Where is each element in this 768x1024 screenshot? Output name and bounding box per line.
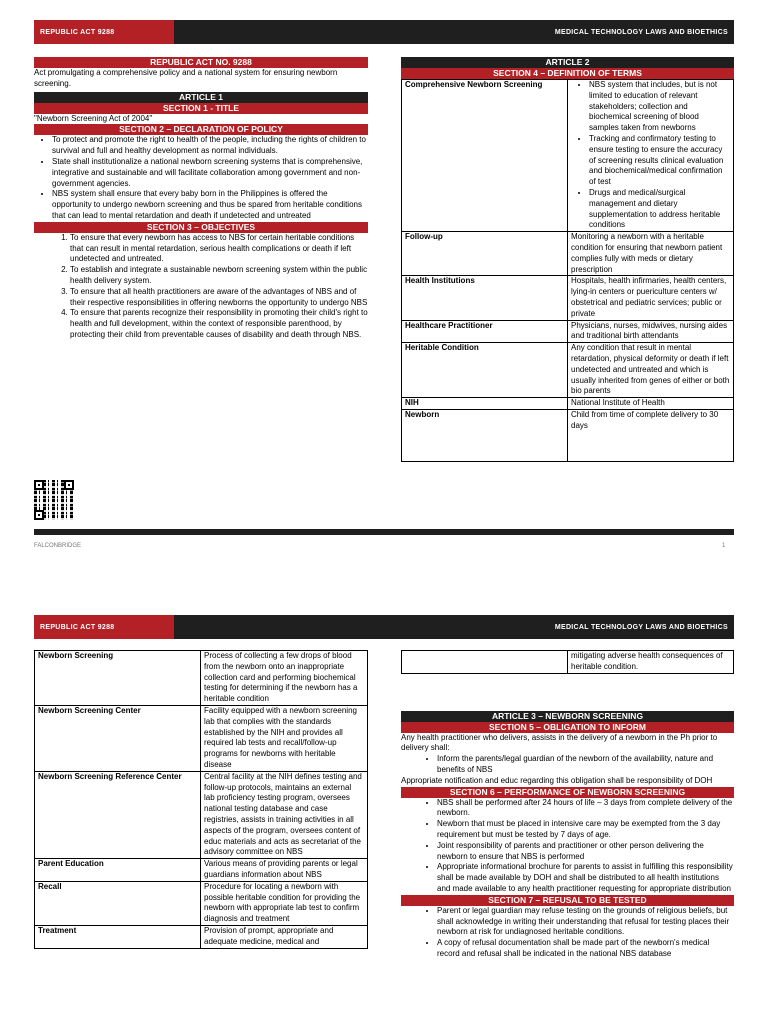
term-cell: Heritable Condition bbox=[402, 343, 568, 398]
table-row bbox=[402, 409, 734, 461]
table-row bbox=[35, 925, 368, 948]
qr-code bbox=[34, 480, 74, 520]
header-left-label: REPUBLIC ACT 9288 bbox=[34, 20, 174, 44]
section6-heading: SECTION 6 – PERFORMANCE OF NEWBORN SCREENING bbox=[401, 787, 734, 798]
act-description: Act promulgating a comprehensive policy and a national system for ensuring newborn screening. bbox=[34, 68, 338, 88]
header-left-label: REPUBLIC ACT 9288 bbox=[34, 615, 174, 639]
term-cell bbox=[402, 651, 568, 674]
section3-list bbox=[34, 233, 368, 341]
section6-list bbox=[401, 798, 734, 895]
list-item: • A copy of refusal documentation shall be made part of the newborn's medical record and refusal shall be indicated in the national NBS database bbox=[437, 938, 734, 960]
definition-cell: Procedure for locating a newborn with possible heritable condition for providing the newborn with appropriate lab test to confirm diagnosis and treatment bbox=[201, 881, 368, 925]
page1-footer-bar bbox=[34, 529, 734, 535]
section5-after: Appropriate notification and educ regarding this obligation shall be responsibility of DOH bbox=[401, 775, 713, 785]
list-item: • NBS system shall ensure that every baby born in the Philippines is offered the opportunity to undergo newborn screening and thus be spared from heritable conditions that can lead to mental retardation and death if undetected and untreated bbox=[52, 189, 368, 221]
section7-list bbox=[401, 906, 734, 960]
section2-list bbox=[34, 135, 368, 221]
table-row bbox=[35, 859, 368, 882]
page2-header bbox=[34, 615, 734, 639]
definition-cell: Facility equipped with a newborn screening lab that complies with the standards established by the NIH and provides all required lab tests and recall/follow-up programs for newborns with heritable disease bbox=[201, 705, 368, 771]
section5-list bbox=[401, 754, 734, 776]
list-item: • Appropriate informational brochure for parents to assist in fulfilling this responsibility shall be made available by DOH and shall be distributed to all health institutions and made available to any health practitioner requesting for appropriate distribution bbox=[437, 862, 734, 894]
section5-text: Any health practitioner who delivers, assists in the delivery of a newborn in the Ph prior to delivery shall: bbox=[401, 732, 718, 753]
act-title: REPUBLIC ACT NO. 9288 bbox=[34, 57, 368, 68]
page2-left-column bbox=[34, 650, 368, 949]
section2-heading: SECTION 2 – DECLARATION OF POLICY bbox=[34, 124, 368, 135]
term-cell: Parent Education bbox=[35, 859, 201, 882]
term-cell: Comprehensive Newborn Screening bbox=[402, 80, 568, 232]
section1-heading: SECTION 1 - TITLE bbox=[34, 103, 368, 114]
definition-cell: Central facility at the NIH defines testing and follow-up protocols, maintains an external lab proficiency testing program, oversees national testing database and case registries, assists in training activities in all aspects of the program, oversees content of educ materials and acts as secretariat of the advisory committee on NBS bbox=[201, 771, 368, 858]
page1-header bbox=[34, 20, 734, 44]
list-item: • Inform the parents/legal guardian of the newborn of the availability, nature and benefits of NBS bbox=[437, 754, 734, 776]
table-row bbox=[35, 881, 368, 925]
list-item: 4. To ensure that parents recognize their responsibility in promoting their child's right to health and full development, within the context of responsible parenthood, by protecting their child from preventable causes of disability and death through NBS. bbox=[70, 308, 368, 340]
term-cell: Health Institutions bbox=[402, 276, 568, 320]
term-cell: NIH bbox=[402, 398, 568, 410]
footer-left-label: FALCONBRIDGE bbox=[34, 543, 82, 549]
term-cell: Follow-up bbox=[402, 232, 568, 276]
page-number: 1 bbox=[722, 543, 726, 549]
table-row bbox=[402, 80, 734, 232]
list-item: 3. To ensure that all health practitioners are aware of the advantages of NBS and of their respective responsibilities in offering newborns the opportunity to undergo NBS bbox=[70, 287, 368, 309]
list-item: • Parent or legal guardian may refuse testing on the grounds of religious beliefs, but shall acknowledge in writing their understanding that refusal for testing places their newborn at risk for undiagnosed heritable conditions. bbox=[437, 906, 734, 938]
list-item: • Drugs and medical/surgical management and dietary supplementation to address heritable conditions bbox=[589, 188, 730, 231]
term-cell: Newborn bbox=[402, 409, 568, 461]
table-row bbox=[402, 343, 734, 398]
section3-heading: SECTION 3 – OBJECTIVES bbox=[34, 222, 368, 233]
definition-cell: Monitoring a newborn with a heritable condition for ensuring that newborn patient complies fully with meds or dietary prescription bbox=[568, 232, 734, 276]
definition-cell: National Institute of Health bbox=[568, 398, 734, 410]
definition-cell: Child from time of complete delivery to 30 days bbox=[568, 409, 734, 461]
term-cell: Newborn Screening Center bbox=[35, 705, 201, 771]
definition-cell: Process of collecting a few drops of blood from the newborn onto an inappropriate collection card and performing biochemical testing for determining if the newborn has a heritable condition bbox=[201, 651, 368, 706]
list-item: • State shall institutionalize a national newborn screening systems that is comprehensive, integrative and sustainable and will facilitate collaboration among government and non-government agencies. bbox=[52, 157, 368, 189]
list-item: • NBS system that includes, but is not limited to education of relevant stakeholders; collection and biochemical screening of blood samples taken from newborns bbox=[589, 80, 730, 134]
term-cell: Newborn Screening bbox=[35, 651, 201, 706]
list-item: • Newborn that must be placed in intensive care may be exempted from the 3 day requirement but must be tested by 7 days of age. bbox=[437, 819, 734, 841]
term-cell: Treatment bbox=[35, 925, 201, 948]
definitions-table-continued bbox=[34, 650, 368, 949]
page1-right-column bbox=[401, 57, 734, 462]
section5-heading: SECTION 5 – OBLIGATION TO INFORM bbox=[401, 722, 734, 733]
list-item: 1. To ensure that every newborn has access to NBS for certain heritable conditions that can result in mental retardation, serious health complications or death if left undetected and untreated. bbox=[70, 233, 368, 265]
section7-heading: SECTION 7 – REFUSAL TO BE TESTED bbox=[401, 895, 734, 906]
header-right-label: MEDICAL TECHNOLOGY LAWS AND BIOETHICS bbox=[174, 615, 734, 639]
table-row bbox=[402, 651, 734, 674]
header-right-label: MEDICAL TECHNOLOGY LAWS AND BIOETHICS bbox=[174, 20, 734, 44]
term-cell: Healthcare Practitioner bbox=[402, 320, 568, 343]
list-item: • To protect and promote the right to health of the people, including the rights of children to survival and full and healthy development as normal individuals. bbox=[52, 135, 368, 157]
list-item: • NBS shall be performed after 24 hours of life – 3 days from complete delivery of the newborn. bbox=[437, 798, 734, 820]
section4-heading: SECTION 4 – DEFINITION OF TERMS bbox=[401, 68, 734, 79]
article3-heading: ARTICLE 3 – NEWBORN SCREENING bbox=[401, 711, 734, 722]
article2-heading: ARTICLE 2 bbox=[401, 57, 734, 68]
section1-text: "Newborn Screening Act of 2004" bbox=[34, 113, 153, 123]
list-item: • Tracking and confirmatory testing to ensure testing to ensure the accuracy of screening results clinical evaluation and biochemical/medical confirmation of test bbox=[589, 134, 730, 188]
page2-right-column bbox=[401, 650, 734, 960]
table-row bbox=[402, 232, 734, 276]
definition-cell: mitigating adverse health consequences of heritable condition. bbox=[568, 651, 734, 674]
table-row bbox=[35, 771, 368, 858]
definitions-table-continued-right bbox=[401, 650, 734, 674]
article1-heading: ARTICLE 1 bbox=[34, 92, 368, 103]
page-gap bbox=[0, 552, 768, 605]
definition-cell: Physicians, nurses, midwives, nursing aides and traditional birth attendants bbox=[568, 320, 734, 343]
definitions-table bbox=[401, 79, 734, 462]
definition-cell: Any condition that result in mental retardation, physical deformity or death if left undetected and untreated and which is usually inherited from genes of either or both bio parents bbox=[568, 343, 734, 398]
list-item: • Joint responsibility of parents and practitioner or other person delivering the newborn to ensure that NBS is performed bbox=[437, 841, 734, 863]
definition-cell: Various means of providing parents or legal guardians information about NBS bbox=[201, 859, 368, 882]
table-row bbox=[402, 320, 734, 343]
list-item: 2. To establish and integrate a sustainable newborn screening system within the public health delivery system. bbox=[70, 265, 368, 287]
page1-left-column bbox=[34, 57, 368, 341]
table-row bbox=[402, 398, 734, 410]
definition-cell: Hospitals, health infirmaries, health centers, lying-in centers or puericulture centers w/ obstetrical and pediatric services; public or private bbox=[568, 276, 734, 320]
table-row bbox=[35, 705, 368, 771]
term-cell: Newborn Screening Reference Center bbox=[35, 771, 201, 858]
term-cell: Recall bbox=[35, 881, 201, 925]
definition-cell bbox=[568, 80, 734, 232]
table-row bbox=[402, 276, 734, 320]
table-row bbox=[35, 651, 368, 706]
definition-cell: Provision of prompt, appropriate and adequate medicine, medical and bbox=[201, 925, 368, 948]
